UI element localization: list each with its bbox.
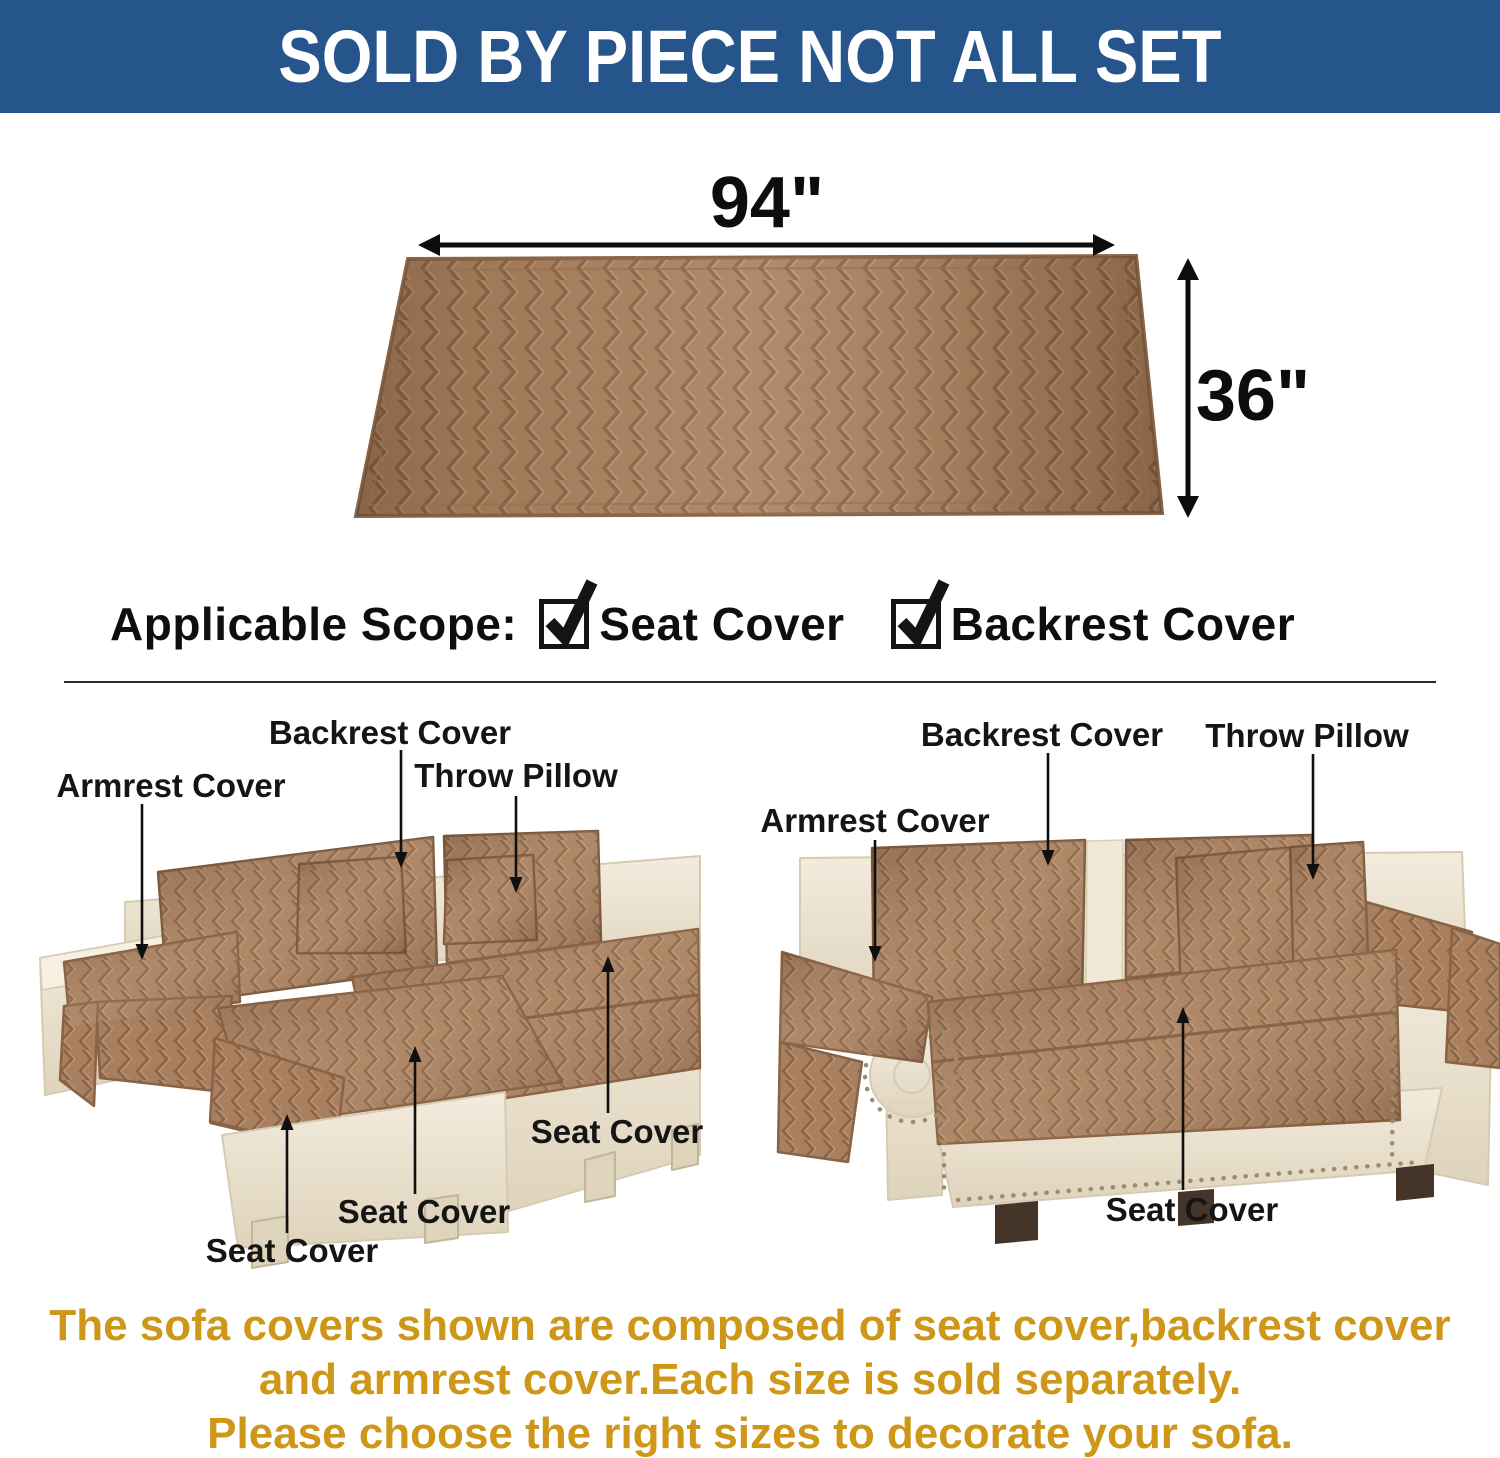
label-armrest-cover: Armrest Cover [760, 802, 990, 839]
footer-line: Please choose the right sizes to decorate your sofa. [207, 1409, 1293, 1458]
label-seat-cover: Seat Cover [1105, 1191, 1279, 1228]
label-backrest-cover: Backrest Cover [920, 716, 1164, 753]
applicable-scope-title: Applicable Scope: [110, 598, 518, 650]
applicable-scope-row [110, 594, 1295, 654]
label-backrest-cover: Backrest Cover [268, 714, 512, 751]
footer-note [0, 1299, 1500, 1458]
arrowheads [136, 850, 1320, 1130]
label-seat-cover: Seat Cover [337, 1193, 511, 1230]
footer-line: and armrest cover.Each size is sold separately. [258, 1355, 1242, 1404]
checked-checkbox-icon [539, 599, 589, 649]
scope-option-backrest-cover [891, 597, 1296, 651]
label-armrest-cover: Armrest Cover [56, 767, 286, 804]
section-divider [64, 681, 1436, 683]
label-seat-cover: Seat Cover [530, 1113, 704, 1150]
scope-option-label: Backrest Cover [950, 598, 1296, 650]
scope-option-label: Seat Cover [599, 598, 845, 650]
footer-line: The sofa covers shown are composed of seat cover,backrest cover [49, 1301, 1451, 1350]
fabric-piece [356, 256, 1162, 516]
height-dimension-label: 36" [1195, 356, 1311, 436]
label-throw-pillow: Throw Pillow [414, 757, 618, 794]
label-throw-pillow: Throw Pillow [1205, 717, 1409, 754]
banner-title: SOLD BY PIECE NOT ALL SET [278, 15, 1222, 98]
banner [0, 0, 1500, 113]
checked-checkbox-icon [891, 599, 941, 649]
width-dimension-label: 94" [709, 163, 825, 243]
scope-option-seat-cover [539, 597, 844, 651]
label-seat-cover: Seat Cover [205, 1232, 379, 1269]
